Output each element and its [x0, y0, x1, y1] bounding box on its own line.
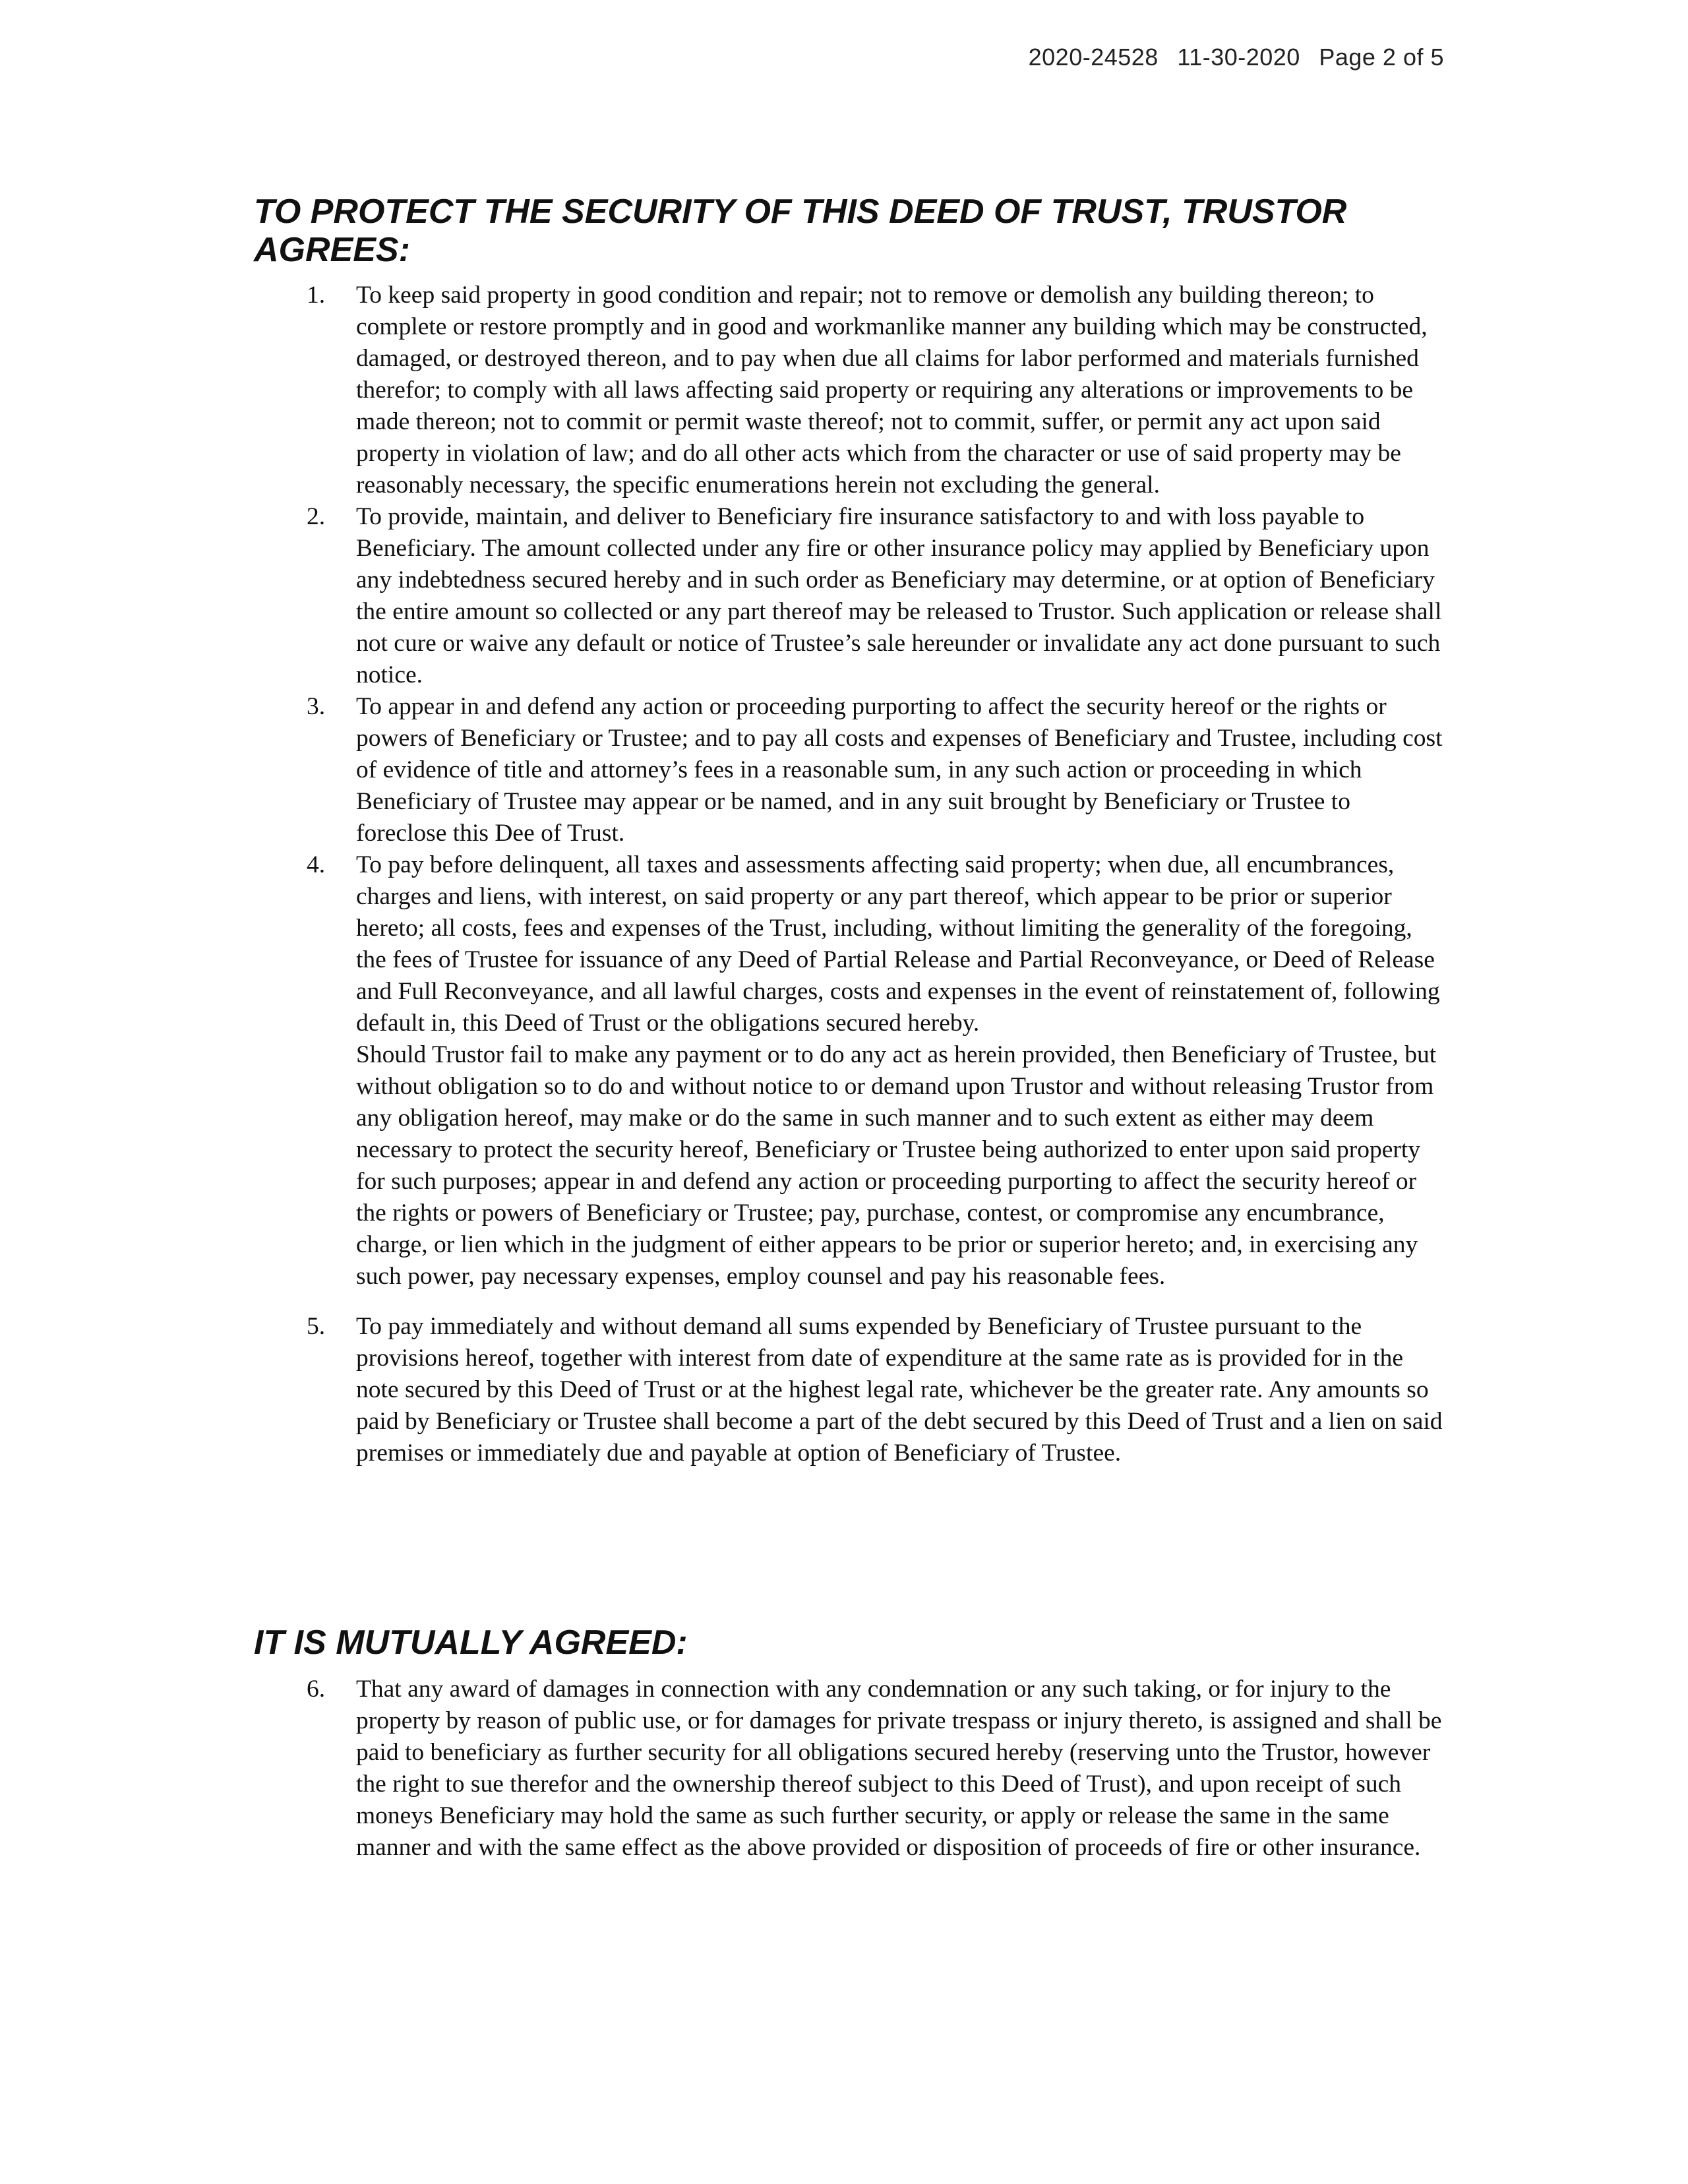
- clause-text: To pay before delinquent, all taxes and assessments affecting said property; when due, all encumbrances, charges and liens, with interest, on said property or any part thereof, which appear to be prior or superior hereto; all costs, fees and expenses of the Trust, including, without limiting the generality of the foregoing, the fees of Trustee for issuance of any Deed of Partial Release and Partial Reconveyance, or Deed of Release and Full Reconveyance, and all lawful charges, costs and expenses in the event of reinstatement of, following default in, this Deed of Trust or the obligations secured hereby.: [356, 851, 1440, 1037]
- clause-text: To provide, maintain, and deliver to Beneficiary fire insurance satisfactory to and with loss payable to Beneficiary. The amount collected under any fire or other insurance policy may applied by Beneficiary upon any indebtedness secured hereby and in such order as Beneficiary may determine, or at option of Beneficiary the entire amount so collected or any part thereof may be released to Trustor. Such application or release shall not cure or waive any default or notice of Trustee’s sale hereunder or invalidate any act done pursuant to such notice.: [356, 503, 1442, 688]
- clause-text: To keep said property in good condition and repair; not to remove or demolish any building thereon; to complete or restore promptly and in good and workmanlike manner any building which may be constructed, damaged, or destroyed thereon, and to pay when due all claims for labor performed and materials furnished therefor; to comply with all laws affecting said property or requiring any alterations or improvements to be made thereon; not to commit or permit waste thereof; not to commit, suffer, or permit any act upon said property in violation of law; and do all other acts which from the character or use of said property may be reasonably necessary, the specific enumerations herein not excluding the general.: [356, 282, 1428, 499]
- clause-2: [254, 501, 1444, 691]
- clause-text: To pay immediately and without demand all sums expended by Beneficiary of Trustee pursuant to the provisions hereof, together with interest from date of expenditure at the same rate as is provided for in the note secured by this Deed of Trust or at the highest legal rate, whichever be the greater rate. Any amounts so paid by Beneficiary or Trustee shall become a part of the debt secured by this Deed of Trust and a lien on said premises or immediately due and payable at option of Beneficiary of Trustee.: [356, 1313, 1443, 1467]
- clause-text: To appear in and defend any action or proceeding purporting to affect the security hereof or the rights or powers of Beneficiary or Trustee; and to pay all costs and expenses of Beneficiary and Trustee, including cost of evidence of title and attorney’s fees in a reasonable sum, in any such action or proceeding in which Beneficiary of Trustee may appear or be named, and in any suit brought by Beneficiary or Trustee to foreclose this Dee of Trust.: [356, 693, 1443, 847]
- clause-5: [254, 1311, 1444, 1469]
- page-number: Page 2 of 5: [1319, 44, 1444, 71]
- recording-date: 11-30-2020: [1177, 44, 1300, 71]
- clause-text-continued: Should Trustor fail to make any payment or to do any act as herein provided, then Beneficiary of Trustee, but without obligation so to do and without notice to or demand upon Trustor and without releasing Trustor from any obligation hereof, may make or do the same in such manner and to such extent as either may deem necessary to protect the security hereof, Beneficiary or Trustee being authorized to enter upon said property for such purposes; appear in and defend any action or proceeding purporting to affect the security hereof or the rights or powers of Beneficiary or Trustee; pay, purchase, contest, or compromise any encumbrance, charge, or lien which in the judgment of either appears to be prior or superior hereto; and, in exercising any such power, pay necessary expenses, employ counsel and pay his reasonable fees.: [356, 1041, 1437, 1290]
- clause-3: [254, 691, 1444, 849]
- section-heading-trustor-agrees: TO PROTECT THE SECURITY OF THIS DEED OF TRUST, TRUSTOR AGREES:: [254, 193, 1347, 269]
- clause-number: 4.: [307, 851, 326, 878]
- clause-number: 3.: [307, 693, 326, 720]
- page-header: [1029, 44, 1444, 71]
- document-number: 2020-24528: [1028, 44, 1159, 71]
- trustor-agrees-clause-list: [254, 280, 1444, 1469]
- clause-1: [254, 280, 1444, 501]
- clause-6: [254, 1674, 1444, 1864]
- clause-number: 1.: [307, 282, 326, 309]
- clause-text: That any award of damages in connection with any condemnation or any such taking, or for injury to the property by reason of public use, or for damages for private trespass or injury thereto, is assigned and shall be paid to beneficiary as further security for all obligations secured hereby (reserving unto the Trustor, however the right to sue therefor and the ownership thereof subject to this Deed of Trust), and upon receipt of such moneys Beneficiary may hold the same as such further security, or apply or release the same in the same manner and with the same effect as the above provided or disposition of proceeds of fire or other insurance.: [356, 1676, 1442, 1861]
- clause-number: 2.: [307, 503, 326, 530]
- clause-4: [254, 849, 1444, 1292]
- clause-number: 5.: [307, 1313, 326, 1340]
- section-heading-mutually-agreed: IT IS MUTUALLY AGREED:: [254, 1623, 688, 1662]
- mutually-agreed-clause-list: [254, 1674, 1444, 1864]
- clause-number: 6.: [307, 1676, 326, 1703]
